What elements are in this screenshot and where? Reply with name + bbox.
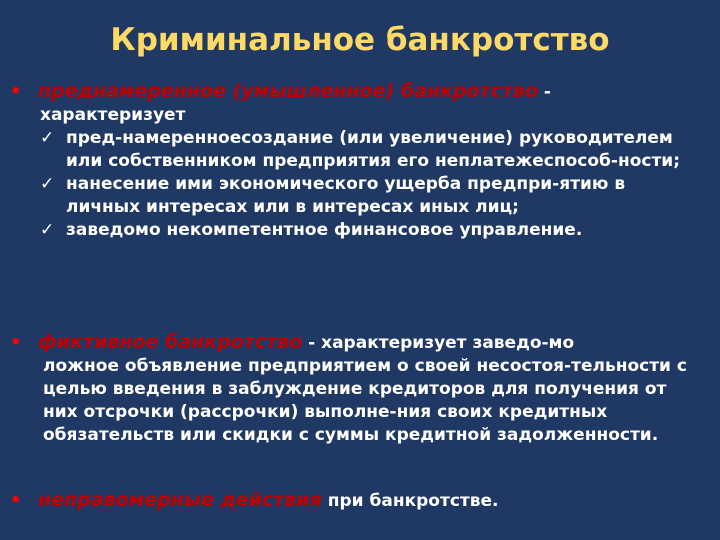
checkmark-icon: ✓: [40, 174, 55, 194]
bullet-1-suffix: -: [538, 82, 551, 102]
bullet-3-rest: при банкротстве.: [321, 491, 499, 511]
check-item-3: [10, 219, 705, 242]
check-item-1: [10, 127, 705, 173]
bullet-fictitious-bankruptcy: [10, 331, 705, 447]
bullet-dot-icon: •: [10, 81, 22, 102]
bullet-dot-icon: •: [10, 490, 22, 511]
bullet-dot-icon: •: [10, 332, 22, 353]
bullet-2-first-line: [10, 331, 705, 355]
checkmark-icon: ✓: [40, 220, 55, 240]
bullet-2-first-rest: - характеризует заведо-мо: [302, 333, 575, 353]
term-fictitious-bankruptcy: фиктивное банкротство: [38, 331, 303, 353]
check-item-3-text: заведомо некомпетентное финансовое управление.: [66, 220, 583, 240]
term-unlawful-actions: неправомерные действия: [38, 489, 322, 511]
check-item-1-text: пред-намеренноесоздание (или увеличение) руководителем или собственником предприятия его неплатежеспособ-ности;: [66, 128, 681, 171]
bullet-intentional-bankruptcy: [10, 80, 705, 242]
check-item-2-text: нанесение ими экономического ущерба предпри-ятию в личных интересах или в интересах иных лиц;: [66, 174, 626, 217]
term-intentional-bankruptcy: преднамеренное (умышленное) банкротство: [38, 80, 539, 102]
check-item-2: [10, 173, 705, 219]
bullet-1-first-line: [10, 80, 705, 104]
checkmark-icon: ✓: [40, 128, 55, 148]
bullet-unlawful-actions: [10, 489, 705, 513]
bullet-1-lead: характеризует: [40, 105, 186, 125]
slide-title: Криминальное банкротство: [110, 22, 610, 58]
bullet-2-body: ложное объявление предприятием о своей несостоя-тельности с целью введения в заблуждение кредиторов для получения от них отсрочки (рассрочки) выполне-ния своих кредитных обязательств или скидки с суммы кредитной задолженности.: [43, 356, 687, 445]
